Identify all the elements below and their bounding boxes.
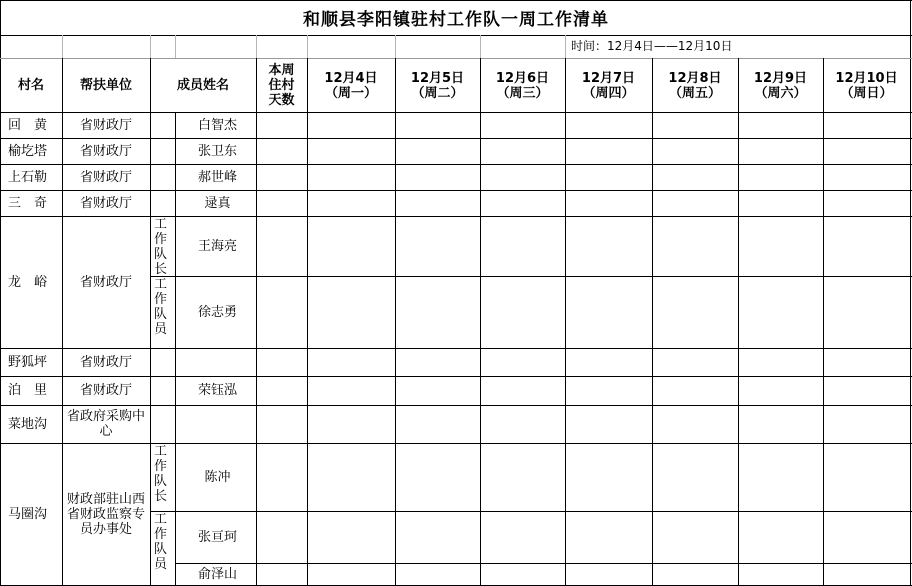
unit-name: 省政府采购中心 <box>66 409 145 439</box>
header-day-1 <box>307 58 395 112</box>
date-range-label: 时间：12月4日——12月10日 <box>571 39 733 53</box>
member-name: 陈冲 <box>204 469 231 485</box>
member-name: 张亘珂 <box>197 529 237 545</box>
unit-name: 省财政厅 <box>79 274 132 290</box>
header-day-weekday: （周三） <box>496 85 549 101</box>
grid-line <box>175 563 912 564</box>
header-village: 村名 <box>17 77 44 93</box>
member-name: 俞泽山 <box>197 566 237 582</box>
header-day-5 <box>652 58 738 112</box>
header-day-date: 12月6日 <box>495 70 550 86</box>
grid-line <box>910 0 911 586</box>
village-name: 菜地沟 <box>8 416 48 432</box>
grid-line <box>175 35 176 58</box>
grid-line <box>150 511 175 512</box>
grid-line <box>62 35 63 58</box>
village-name: 泊 里 <box>8 383 48 398</box>
header-day-4 <box>565 58 652 112</box>
member-role: 工 作 队 员 <box>154 512 168 572</box>
header-day-date: 12月9日 <box>753 70 808 86</box>
header-days-stay-line: 住村 <box>268 78 295 93</box>
header-day-date: 12月4日 <box>324 70 378 86</box>
member-name: 张卫东 <box>197 143 237 159</box>
grid-line <box>480 35 481 58</box>
header-day-weekday: （周日） <box>840 85 893 101</box>
header-day-date: 12月5日 <box>410 70 465 86</box>
header-day-weekday: （周六） <box>754 85 807 101</box>
unit-name: 省财政厅 <box>79 117 132 133</box>
unit-name: 省财政厅 <box>79 143 132 159</box>
village-name: 三 奇 <box>8 195 48 211</box>
member-name: 王海亮 <box>197 238 237 254</box>
unit-name: 省财政厅 <box>79 195 132 211</box>
grid-line <box>256 35 257 58</box>
village-name: 龙 峪 <box>8 274 48 290</box>
member-role: 工 作 队 员 <box>154 277 168 337</box>
member-name: 徐志勇 <box>197 304 237 320</box>
header-days-stay-line: 本周 <box>268 63 295 78</box>
grid-line <box>823 58 824 585</box>
member-name: 逯真 <box>204 195 231 211</box>
header-day-weekday: （周四） <box>582 85 635 101</box>
grid-line <box>0 0 912 1</box>
header-days-stay <box>256 58 307 112</box>
header-day-7 <box>823 58 910 112</box>
member-role: 工 作 队 长 <box>154 444 168 504</box>
header-day-weekday: （周二） <box>411 85 464 101</box>
grid-line <box>150 35 151 58</box>
grid-line <box>150 276 912 277</box>
header-day-weekday: （周五） <box>668 85 721 101</box>
grid-line <box>395 58 396 585</box>
grid-line <box>307 35 308 58</box>
unit-name: 省财政厅 <box>79 169 132 185</box>
header-day-6 <box>738 58 823 112</box>
header-unit: 帮扶单位 <box>79 77 132 93</box>
header-days-stay-line: 天数 <box>268 93 295 108</box>
member-name <box>175 348 256 376</box>
header-member: 成员姓名 <box>176 77 229 93</box>
grid-line <box>307 58 308 585</box>
grid-line <box>652 58 653 585</box>
header-day-date: 12月8日 <box>668 70 722 86</box>
member-name: 郝世峰 <box>197 169 237 185</box>
unit-name: 财政部驻山西省财政监察专员办事处 <box>66 491 145 537</box>
member-name: 白智杰 <box>197 117 237 133</box>
grid-line <box>738 58 739 585</box>
village-name: 回 黄 <box>8 117 48 133</box>
village-name: 马圈沟 <box>8 506 48 522</box>
header-day-date: 12月7日 <box>581 70 636 86</box>
header-day-date: 12月10日 <box>835 70 898 86</box>
village-name: 上石勒 <box>8 169 48 185</box>
grid-line <box>256 58 257 585</box>
member-name <box>175 405 256 443</box>
unit-name: 省财政厅 <box>79 354 132 370</box>
grid-line <box>150 511 912 512</box>
village-name: 榆圪塔 <box>8 143 48 159</box>
unit-name: 省财政厅 <box>79 383 132 398</box>
header-day-weekday: （周一） <box>324 85 377 101</box>
header-day-2 <box>395 58 480 112</box>
grid-line <box>480 58 481 585</box>
member-role: 工 作 队 长 <box>154 217 168 276</box>
grid-line <box>395 35 396 58</box>
member-name: 荣钰泓 <box>197 383 237 398</box>
header-day-3 <box>480 58 565 112</box>
grid-line <box>565 58 566 585</box>
village-name: 野狐坪 <box>8 354 48 370</box>
page-title: 和顺县李阳镇驻村工作队一周工作清单 <box>303 10 609 30</box>
